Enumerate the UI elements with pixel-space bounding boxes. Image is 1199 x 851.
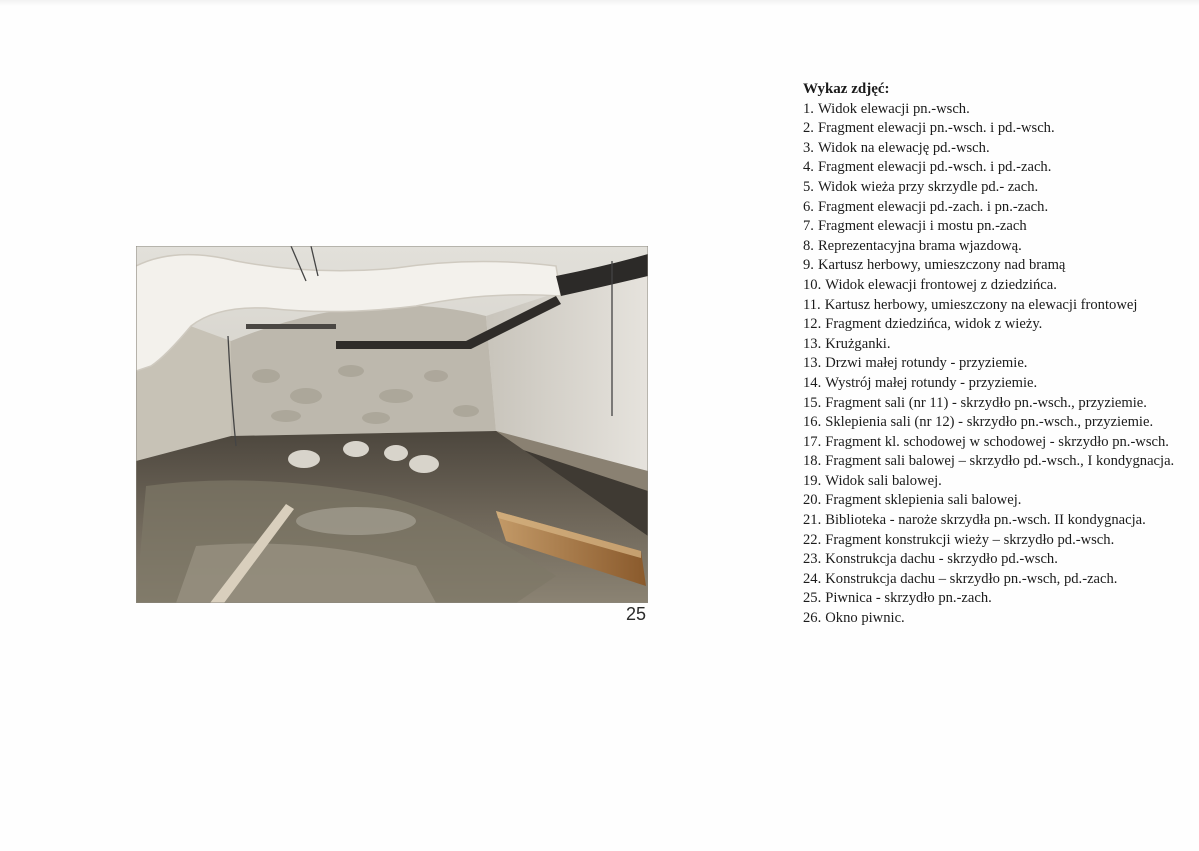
item-number: 14. (803, 374, 822, 391)
photo-number: 25 (625, 604, 646, 624)
photo-list-items (803, 100, 1188, 629)
item-text: Krużganki. (825, 335, 891, 352)
item-text: Okno piwnic. (825, 610, 905, 627)
item-text: Widok elewacji pn.-wsch. (817, 100, 970, 117)
list-item (803, 100, 1188, 120)
item-number: 12. (803, 316, 822, 333)
item-text: Widok na elewację pd.-wsch. (817, 139, 990, 156)
list-item (803, 276, 1188, 296)
list-item (803, 296, 1188, 316)
item-number: 10. (803, 276, 822, 293)
item-number: 2. (803, 120, 814, 137)
item-text: Fragment elewacji pn.-wsch. i pd.-wsch. (817, 120, 1055, 137)
list-item (803, 511, 1188, 531)
list-item (803, 335, 1188, 355)
item-number: 4. (803, 159, 814, 176)
item-number: 3. (803, 139, 814, 156)
item-number: 17. (803, 433, 822, 450)
item-text: Fragment sali (nr 11) - skrzydło pn.-wsch., przyziemie. (825, 394, 1147, 411)
item-number: 19. (803, 472, 822, 489)
item-number: 8. (803, 237, 814, 254)
list-item (803, 158, 1188, 178)
scan-edge-shadow (0, 0, 1199, 6)
item-text: Reprezentacyjna brama wjazdową. (817, 237, 1022, 254)
item-text: Biblioteka - naroże skrzydła pn.-wsch. II kondygnacja. (825, 512, 1146, 529)
item-number: 21. (803, 512, 822, 529)
item-number: 22. (803, 531, 822, 548)
item-number: 18. (803, 453, 822, 470)
item-text: Fragment elewacji pd.-wsch. i pd.-zach. (817, 159, 1052, 176)
item-number: 7. (803, 218, 814, 235)
list-item (803, 570, 1188, 590)
item-number: 1. (803, 100, 814, 117)
list-item (803, 256, 1188, 276)
list-item (803, 198, 1188, 218)
list-item (803, 374, 1188, 394)
list-item (803, 472, 1188, 492)
item-text: Sklepienia sali (nr 12) - skrzydło pn.-wsch., przyziemie. (825, 414, 1154, 431)
list-item (803, 550, 1188, 570)
list-item (803, 609, 1188, 629)
item-text: Fragment elewacji i mostu pn.-zach (817, 218, 1027, 235)
item-text: Widok elewacji frontowej z dziedzińca. (825, 276, 1057, 293)
item-number: 20. (803, 492, 822, 509)
item-text: Piwnica - skrzydło pn.-zach. (825, 590, 992, 607)
item-number: 16. (803, 414, 822, 431)
list-item (803, 139, 1188, 159)
item-text: Konstrukcja dachu - skrzydło pd.-wsch. (825, 551, 1058, 568)
list-item (803, 237, 1188, 257)
item-text: Fragment kl. schodowej w schodowej - skrzydło pn.-wsch. (825, 433, 1169, 450)
list-item (803, 452, 1188, 472)
item-number: 13. (803, 355, 822, 372)
item-text: Konstrukcja dachu – skrzydło pn.-wsch, pd.-zach. (825, 570, 1118, 587)
item-text: Fragment dziedzińca, widok z wieży. (825, 316, 1043, 333)
item-text: Fragment sklepienia sali balowej. (825, 492, 1022, 509)
item-text: Kartusz herbowy, umieszczony na elewacji frontowej (824, 296, 1138, 313)
item-text: Drzwi małej rotundy - przyziemie. (825, 355, 1028, 372)
item-number: 23. (803, 551, 822, 568)
list-item (803, 491, 1188, 511)
item-text: Widok wieża przy skrzydle pd.- zach. (817, 178, 1039, 195)
list-item (803, 119, 1188, 139)
item-text: Kartusz herbowy, umieszczony nad bramą (817, 257, 1066, 274)
item-number: 5. (803, 178, 814, 195)
item-number: 9. (803, 257, 814, 274)
cellar-photo (136, 246, 648, 603)
list-item (803, 394, 1188, 414)
item-text: Fragment elewacji pd.-zach. i pn.-zach. (817, 198, 1049, 215)
list-item (803, 354, 1188, 374)
list-item (803, 433, 1188, 453)
item-number: 13. (803, 335, 822, 352)
item-text: Fragment konstrukcji wieży – skrzydło pd.-wsch. (825, 531, 1115, 548)
list-item (803, 413, 1188, 433)
item-text: Wystrój małej rotundy - przyziemie. (825, 374, 1038, 391)
photo-list (803, 80, 1188, 629)
list-item (803, 531, 1188, 551)
item-number: 15. (803, 394, 822, 411)
list-item (803, 589, 1188, 609)
list-item (803, 217, 1188, 237)
item-number: 6. (803, 198, 814, 215)
item-number: 25. (803, 590, 822, 607)
item-number: 11. (803, 296, 821, 313)
photo-list-heading: Wykaz zdjęć: (803, 81, 890, 97)
item-number: 24. (803, 570, 822, 587)
list-item (803, 315, 1188, 335)
item-text: Widok sali balowej. (825, 472, 942, 489)
item-text: Fragment sali balowej – skrzydło pd.-wsch., I kondygnacja. (825, 453, 1175, 470)
list-item (803, 178, 1188, 198)
item-number: 26. (803, 610, 822, 627)
